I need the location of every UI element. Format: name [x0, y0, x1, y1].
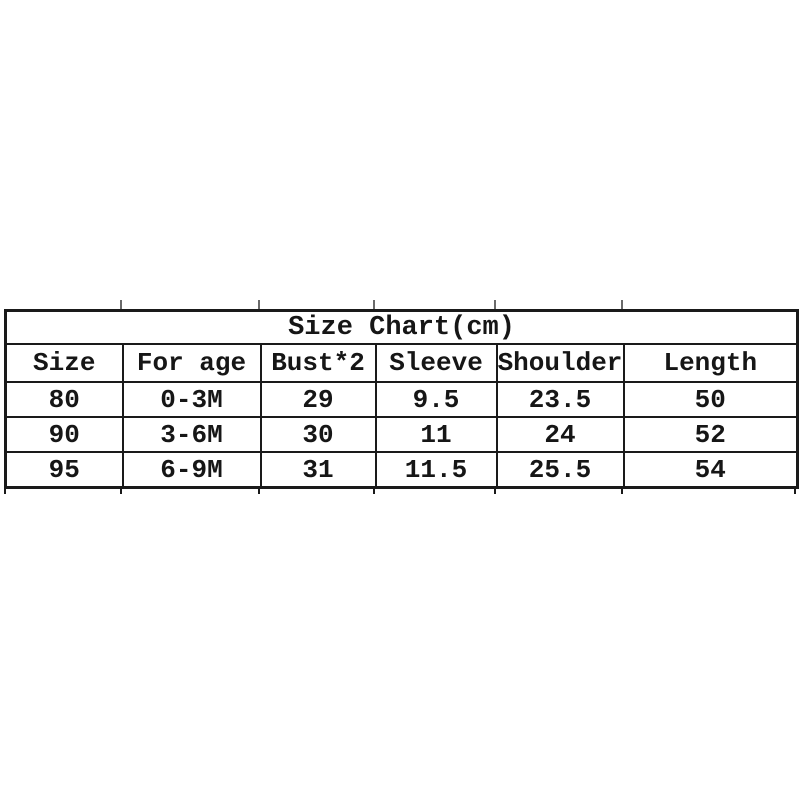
cell-shoulder: 25.5 — [497, 452, 624, 488]
grid-line-stub — [373, 486, 375, 494]
table-title: Size Chart(cm) — [6, 311, 798, 345]
cell-bust: 31 — [261, 452, 376, 488]
cell-shoulder: 24 — [497, 417, 624, 452]
cell-bust: 29 — [261, 382, 376, 417]
grid-line-stub — [494, 300, 496, 309]
cell-length: 52 — [624, 417, 798, 452]
cell-size: 95 — [6, 452, 123, 488]
cell-bust: 30 — [261, 417, 376, 452]
table-row — [6, 382, 798, 417]
cell-length: 50 — [624, 382, 798, 417]
cell-sleeve: 11.5 — [376, 452, 497, 488]
table-header-row — [6, 344, 798, 382]
grid-line-stub — [120, 300, 122, 309]
cell-sleeve: 9.5 — [376, 382, 497, 417]
cell-for-age: 0-3M — [123, 382, 261, 417]
cell-length: 54 — [624, 452, 798, 488]
table-title-row — [6, 311, 798, 345]
grid-line-stub — [258, 300, 260, 309]
grid-line-stub — [621, 300, 623, 309]
column-header-bust: Bust*2 — [261, 344, 376, 382]
cell-shoulder: 23.5 — [497, 382, 624, 417]
column-header-length: Length — [624, 344, 798, 382]
grid-line-stub — [258, 486, 260, 494]
grid-line-stub — [494, 486, 496, 494]
grid-line-stub — [120, 486, 122, 494]
column-header-shoulder: Shoulder — [497, 344, 624, 382]
cell-for-age: 3-6M — [123, 417, 261, 452]
column-header-for-age: For age — [123, 344, 261, 382]
column-header-size: Size — [6, 344, 123, 382]
table-row — [6, 417, 798, 452]
column-header-sleeve: Sleeve — [376, 344, 497, 382]
grid-line-stub — [621, 486, 623, 494]
grid-line-stub — [4, 486, 6, 494]
table-row — [6, 452, 798, 488]
cell-size: 90 — [6, 417, 123, 452]
size-chart-table — [4, 309, 799, 489]
cell-for-age: 6-9M — [123, 452, 261, 488]
cell-sleeve: 11 — [376, 417, 497, 452]
cell-size: 80 — [6, 382, 123, 417]
grid-line-stub — [794, 486, 796, 494]
grid-line-stub — [373, 300, 375, 309]
